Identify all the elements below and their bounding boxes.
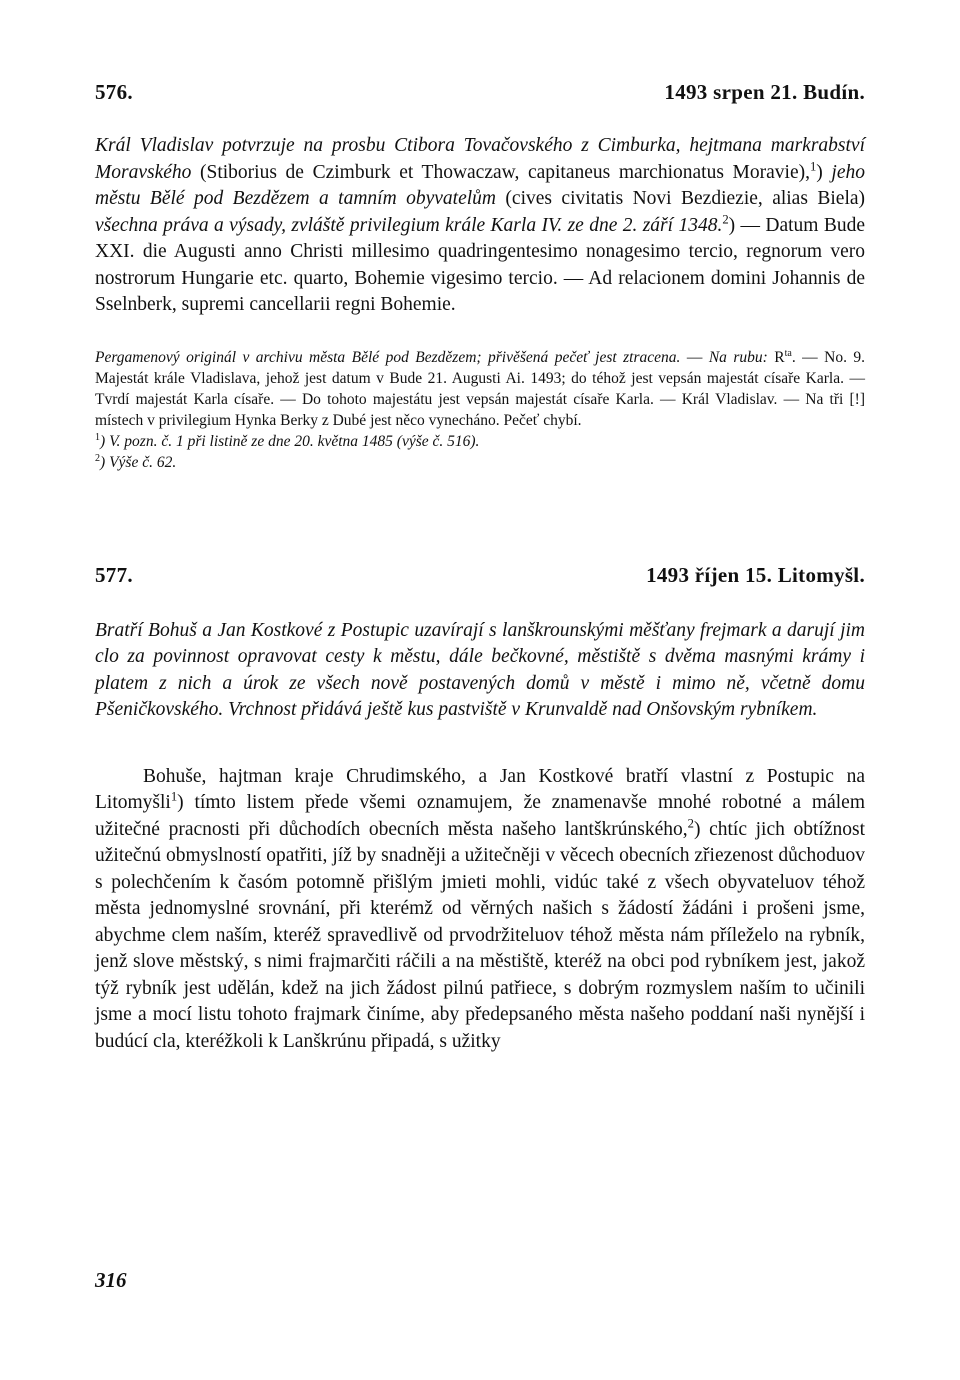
text-run: Bohuše, hajtman kraje Chrudimského, a Jan Kostkové bratří vlastní z Postupic na Litomyšli bbox=[95, 765, 865, 813]
entry-576-notes bbox=[95, 347, 865, 473]
text-run: R bbox=[767, 348, 785, 366]
entry-number: 577. bbox=[95, 562, 133, 587]
body-paragraph bbox=[95, 764, 865, 1056]
document-page bbox=[95, 80, 865, 1055]
superscript-mark: ta bbox=[784, 347, 792, 359]
entry-date-place: 1493 srpen 21. Budín. bbox=[664, 80, 865, 104]
text-run: — bbox=[680, 348, 709, 366]
entry-576-summary bbox=[95, 133, 865, 319]
entry-577-heading bbox=[95, 563, 865, 588]
page-number: 316 bbox=[95, 1268, 127, 1292]
regest-paragraph: Bratří Bohuš a Jan Kostkové z Postupic uzavírají s lanškrounskými měšťany frejmark a darují jim clo za povinnost opravovat cesty k městu, dále bečkovné, městiště s dvěma masnými krámy i platem z nich a úrok ze všech nově postavených domů v městě i mimo ně, včetně domu Pšeničkovského. Vrchnost přidává ještě kus pastviště v Krunvaldě nad Onšovským rybníkem. bbox=[95, 619, 865, 720]
text-run: ) chtíc jich obtížnost užitečnú obmyslností opatřiti, jíž by snadněji a užitečněji v věcech obecních zřiezenost důchoduov s polechčením k časóm potomně přišlým jmieti mohli, vidúc také z všech obyvateluov téhož města jednomyslné srovnání, při kterémž od věrných našich s žádostí žádáni i prošeni jsme, abychme clem naším, kteréž spravedlivě od prvodržiteluov téhož města nám příleželo na rybník, jenž slove městský, s nimi frajmarčiti ráčili a na městiště, kteréž na obci pod rybníkem jest, jakož týž rybník jest udělán, kdež na jich žádost pilnú patřiece, s dobrým rozmyslem naším to učinili jsme a mocí listu tohoto frajmark činíme, aby předepsaného města našeho poddaní naši nynější i budúcí cla, kteréžkoli k Lanškrúnu připadá, s užitky bbox=[95, 818, 865, 1052]
entry-577-regest bbox=[95, 618, 865, 724]
entry-date-place: 1493 říjen 15. Litomyšl. bbox=[646, 562, 865, 587]
archival-note bbox=[95, 347, 865, 431]
text-run: . — No. 9. Majestát krále Vladislava, jehož jest datum v Bude 21. Augusti Ai. 1493; do téhož jest vepsán majestát císaře Karla. — Tvrdí majestát Karla císaře. — Do tohoto majestátu jest vepsán majestát císaře Karla. — Král Vladislav. — Na tři [!] místech v privilegium Hynka Berky z Dubé jest něco vynecháno. Pečeť chybí. bbox=[95, 348, 866, 429]
footnote-2-mark: 2 bbox=[95, 452, 101, 464]
text-run: ) tímto listem přede všemi oznamujem, že znamenavše mnohé robotné a málem užitečné pracnosti při důchodích obecních města našeho lantškrúnského, bbox=[95, 792, 865, 840]
entry-576-heading bbox=[95, 80, 865, 105]
italic-run: Na rubu: bbox=[708, 348, 768, 366]
footnote-2-text: ) Výše č. 62. bbox=[100, 453, 177, 471]
text-run: (cives civitatis Novi Bezdiezie, alias Biela) bbox=[496, 188, 866, 209]
entry-577-body bbox=[95, 764, 865, 1056]
italic-run: Král Vladislav potvrzuje na prosbu Ctibora Tovačovského z Cimburka, hejtmana markrabství Moravského bbox=[95, 135, 865, 183]
text-run: (Stiborius de Czimburk et Thowaczaw, capitaneus marchionatus Moravie), bbox=[191, 161, 810, 183]
footnote-1 bbox=[95, 431, 865, 452]
summary-paragraph bbox=[95, 133, 865, 319]
superscript-mark: 2 bbox=[687, 816, 694, 830]
footnote-1-mark: 1 bbox=[95, 431, 101, 443]
text-run: ) — Datum Bude XXI. die Augusti anno Christi millesimo quadringentesimo nonagesimo tercio, regnorum vero nostrorum Hungarie etc. quarto, Bohemie vigesimo tercio. — Ad relacionem domini Johannis de Sselnberk, supremi cancellarii regni Bohemie. bbox=[95, 214, 866, 315]
superscript-mark: 2 bbox=[722, 212, 729, 226]
superscript-mark: 1 bbox=[170, 789, 178, 804]
text-run: ) bbox=[816, 161, 832, 183]
italic-run: všechna práva a výsady, zvláště privilegium krále Karla IV. ze dne 2. září 1348. bbox=[95, 214, 723, 236]
italic-run: jeho městu Bělé pod Bezdězem a tamním obyvatelům bbox=[95, 161, 865, 209]
footnote-1-text: ) V. pozn. č. 1 při listině ze dne 20. května 1485 (výše č. 516). bbox=[100, 432, 480, 450]
entry-number: 576. bbox=[95, 80, 133, 104]
footnote-2 bbox=[95, 452, 865, 473]
superscript-mark: 1 bbox=[809, 159, 817, 173]
italic-run: Pergamenový originál v archivu města Bělé pod Bezdězem; přivěšená pečeť jest ztracena. bbox=[95, 348, 681, 366]
